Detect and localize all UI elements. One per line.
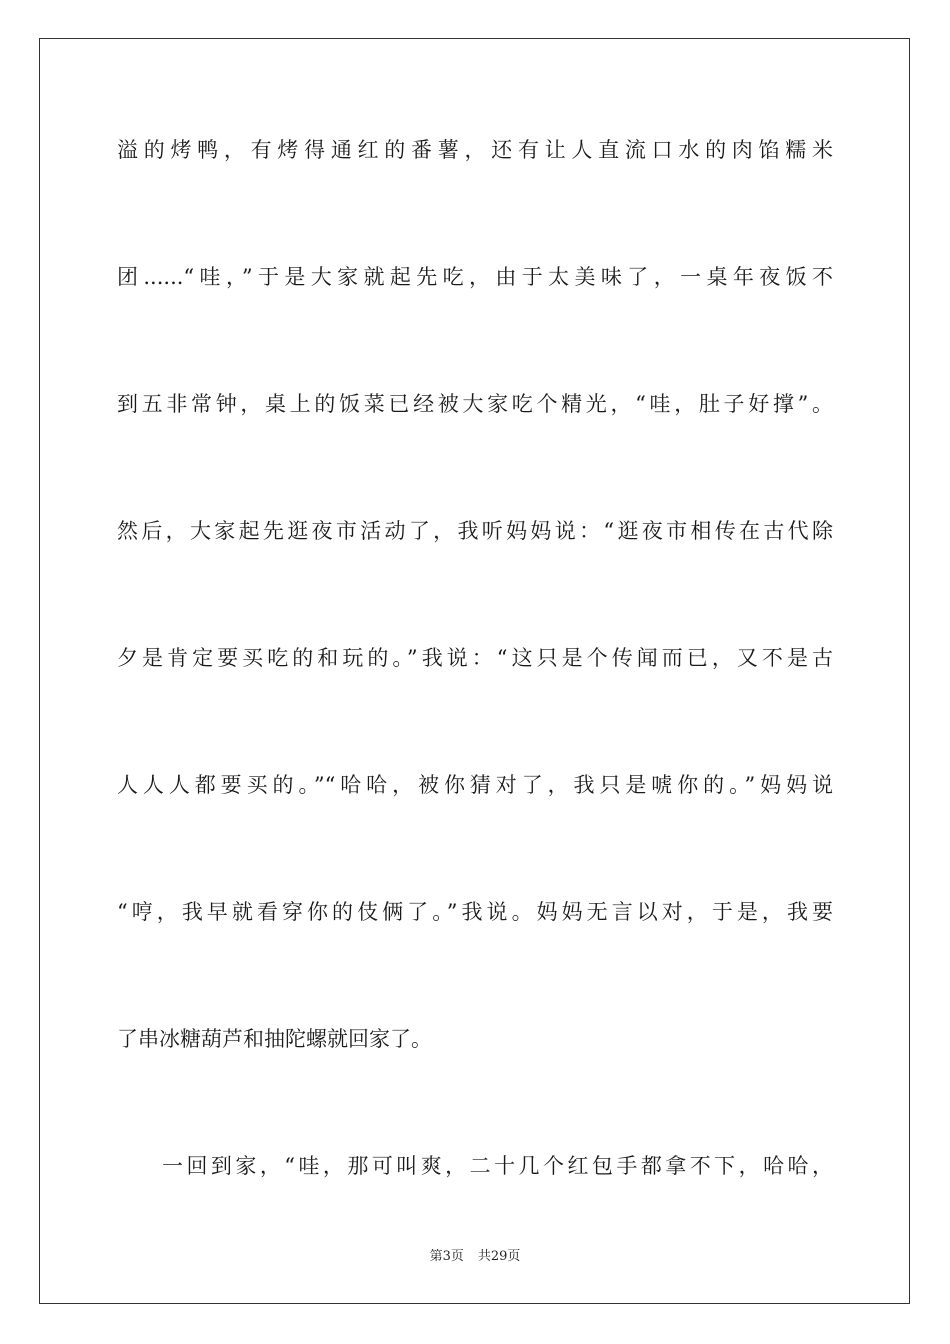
text-line: “哼，我早就看穿你的伎俩了。”我说。妈妈无言以对，于是，我要 bbox=[117, 900, 833, 924]
text-line: 团......“哇，”于是大家就起先吃，由于太美味了，一桌年夜饭不 bbox=[117, 265, 833, 289]
total-pages: 共29页 bbox=[477, 1249, 521, 1264]
text-line: 人人人都要买的。”“哈哈，被你猜对了，我只是唬你的。”妈妈说 bbox=[117, 773, 833, 797]
paragraph-start-line: 一回到家，“哇，那可叫爽，二十几个红包手都拿不下，哈哈， bbox=[162, 1154, 833, 1178]
page-number: 第3页 bbox=[429, 1249, 464, 1264]
text-line: 夕是肯定要买吃的和玩的。”我说：“这只是个传闻而已，又不是古 bbox=[117, 646, 833, 670]
text-line: 溢的烤鸭，有烤得通红的番薯，还有让人直流口水的肉馅糯米 bbox=[117, 138, 833, 162]
text-line: 到五非常钟，桌上的饭菜已经被大家吃个精光，“哇，肚子好撑”。 bbox=[117, 392, 833, 416]
page-footer bbox=[0, 1248, 950, 1266]
document-body bbox=[117, 128, 833, 1271]
text-line: 了串冰糖葫芦和抽陀螺就回家了。 bbox=[117, 1027, 432, 1051]
text-line: 然后，大家起先逛夜市活动了，我听妈妈说：“逛夜市相传在古代除 bbox=[117, 519, 833, 543]
